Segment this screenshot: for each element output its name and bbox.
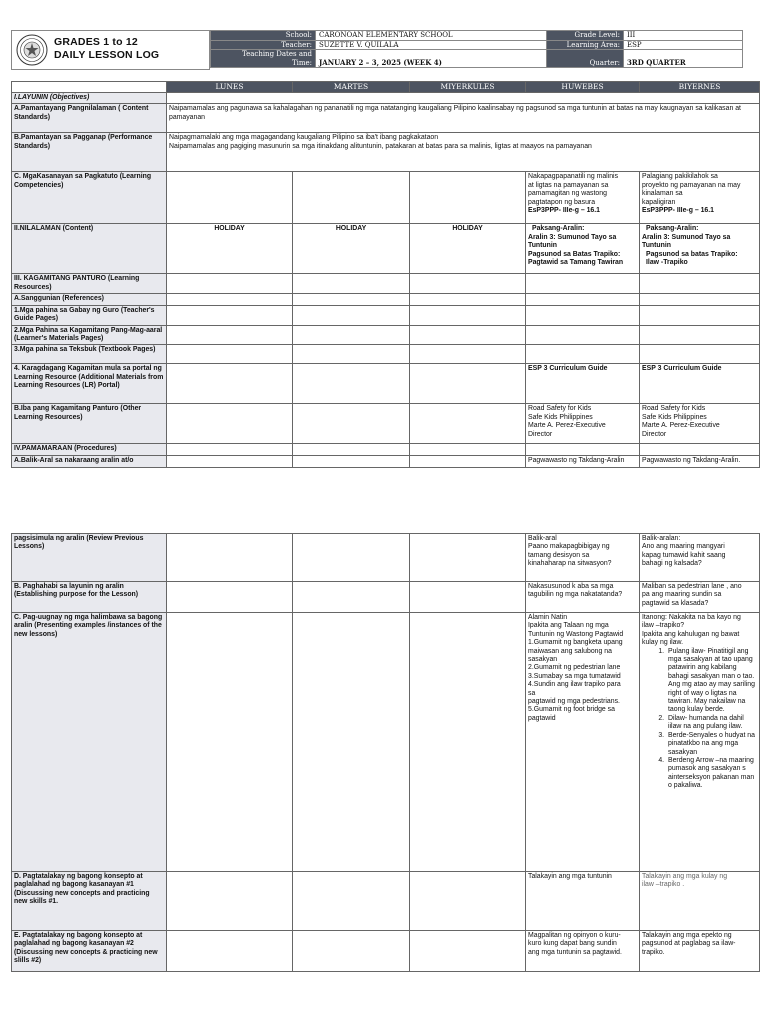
competency-huwebes: [526, 172, 640, 224]
document-header: [11, 30, 759, 70]
layunin-blank: [167, 93, 760, 104]
deped-seal-icon: [16, 34, 48, 66]
text-line: Ilaw -Trapiko: [646, 259, 688, 267]
text-line: Marte A. Perez-Executive: [528, 422, 606, 430]
examples-label: C. Pag-uugnay ng mga halimbawa sa bagong aralin (Presenting examples /instances of the new lessons): [12, 613, 167, 872]
text-line: Safe Kids Philippines: [642, 413, 707, 421]
blank-cell: [167, 582, 293, 613]
day-lunes: LUNES: [167, 82, 293, 93]
discuss2-huwebes: [526, 931, 640, 972]
blank-cell: [293, 364, 410, 404]
learner-label: 2.Mga Pahina sa Kagamitang Pang-Mag-aaral (Learner's Materials Pages): [12, 325, 167, 345]
row-performance-standards: [12, 133, 760, 172]
row-gabay: [12, 305, 760, 325]
text-line: kinalaman sa: [642, 190, 683, 198]
row-discuss2: [12, 931, 760, 972]
school-label: School:: [211, 31, 316, 41]
blank-cell: [293, 444, 410, 455]
row-layunin: [12, 93, 760, 104]
text-line: pamamagitan ng wastong: [528, 190, 607, 198]
row-competencies: [12, 172, 760, 224]
lr-label: 4. Karagdagang Kagamitan mula sa portal ng Learning Resource (Additional Materials from Learning Resources (LR) Portal): [12, 364, 167, 404]
lesson-table-part1: [11, 81, 760, 468]
text-line: pagtawid sa klasada?: [642, 599, 709, 607]
blank-cell: [640, 274, 760, 294]
row-pamamaraan: [12, 444, 760, 455]
competency-code: EsP3PPP- IIIe-g – 16.1: [528, 207, 601, 215]
grade-label: Grade Level:: [547, 31, 624, 41]
nilalaman-huwebes: [526, 224, 640, 274]
corner-cell: [12, 82, 167, 93]
day-martes: MARTES: [293, 82, 410, 93]
purpose-label: B. Paghahabi sa layunin ng aralin (Establishing purpose for the Lesson): [12, 582, 167, 613]
list-item: 1. Pulang ilaw- Pinatitigil ang mga sasakyan at tao upang patawirin ang kabilang bahagi sasakyan man o tao. Ang mg atao ay may sariling right of way o ligtas na tawiran. May nakailaw na taong kulay berde.: [666, 648, 757, 715]
text-line: kapaligiran: [642, 198, 676, 206]
blank-cell: [293, 325, 410, 345]
text-line: Road Safety for Kids: [528, 405, 592, 413]
text-line: 4.Sundin ang ilaw trapiko para: [528, 681, 621, 689]
area-label: Learning Area:: [547, 40, 624, 50]
text-line: 1.Gumamit ng bangketa upang: [528, 639, 623, 647]
perf-std-line1: Naipagmamalaki ang mga magagandang kaugaliang Pilipino sa iba't ibang pagkakataon: [169, 134, 439, 142]
blank-cell: [167, 872, 293, 931]
blank-cell: [410, 931, 526, 972]
text-line: sa: [528, 689, 536, 697]
row-content-standards: [12, 104, 760, 133]
blank-cell: [410, 364, 526, 404]
quarter-value: 3RD QUARTER: [624, 50, 743, 68]
blank-cell: [167, 325, 293, 345]
text-line: Ipakita ang kahulugan ng bawat: [642, 630, 740, 638]
text-line: trapiko.: [642, 948, 665, 956]
dates-value: JANUARY 2 – 3, 2025 (WEEK 4): [316, 50, 547, 68]
text-line: Tuntunin ng Wastong Pagtawid: [528, 630, 624, 638]
competency-lunes: [167, 172, 293, 224]
text-line: Safe Kids Philippines: [528, 413, 593, 421]
blank-cell: [410, 305, 526, 325]
text-line: Director: [528, 430, 553, 438]
text-line: Pagsunod sa batas Trapiko:: [646, 250, 738, 258]
text-line: proyekto ng pamayanan na may: [642, 181, 741, 189]
text-line: Paksang-Aralin:: [646, 225, 699, 233]
row-balik-aral: [12, 455, 760, 467]
blank-cell: [167, 613, 293, 872]
blank-cell: [410, 872, 526, 931]
title-box: [11, 30, 210, 70]
row-lr-portal: [12, 364, 760, 404]
school-value: CARONOAN ELEMENTARY SCHOOL: [316, 31, 547, 41]
text-line: Pagsunod sa Batas Trapiko:: [528, 250, 621, 258]
blank-cell: [167, 455, 293, 467]
title-dll: DAILY LESSON LOG: [54, 49, 160, 61]
text-line: Director: [642, 430, 667, 438]
day-biyernes: BIYERNES: [640, 82, 760, 93]
review-label: pagsisimula ng aralin (Review Previous Lessons): [12, 534, 167, 582]
text-line: Tuntunin: [642, 242, 671, 250]
text-line: Ipakita ang Talaan ng mga: [528, 622, 609, 630]
blank-cell: [640, 444, 760, 455]
text-line: tamang desisyon sa: [528, 551, 590, 559]
blank-cell: [293, 613, 410, 872]
blank-cell: [167, 274, 293, 294]
text-line: bahagi ng kalsada?: [642, 560, 702, 568]
title-grades: GRADES 1 to 12: [54, 36, 138, 48]
review-biyernes: [640, 534, 760, 582]
blank-cell: [293, 345, 410, 364]
text-line: 5.Gumamit ng foot bridge sa: [528, 706, 615, 714]
dates-label: [211, 50, 316, 68]
blank-cell: [293, 274, 410, 294]
blank-cell: [167, 931, 293, 972]
text-line: Ano ang maaring mangyari: [642, 543, 725, 551]
blank-cell: [640, 345, 760, 364]
holiday-martes: HOLIDAY: [293, 224, 410, 274]
blank-cell: [526, 444, 640, 455]
quarter-label: Quarter:: [547, 50, 624, 68]
row-examples: [12, 613, 760, 872]
day-huwebes: HUWEBES: [526, 82, 640, 93]
nilalaman-biyernes: [640, 224, 760, 274]
blank-cell: [410, 582, 526, 613]
blank-cell: [526, 325, 640, 345]
text-line: Maliban sa pedestrian lane , ano: [642, 583, 742, 590]
row-learner: [12, 325, 760, 345]
blank-cell: [640, 294, 760, 305]
text-line: kapag tumawid kahit saang: [642, 551, 726, 559]
holiday-lunes: HOLIDAY: [167, 224, 293, 274]
balik-biyernes: Pagwawasto ng Takdang-Aralin.: [640, 455, 760, 467]
text-line: Alamin Natin: [528, 614, 568, 621]
balik-huwebes: Pagwawasto ng Takdang-Aralin: [526, 455, 640, 467]
blank-cell: [526, 294, 640, 305]
info-table: [210, 30, 743, 68]
blank-cell: [410, 613, 526, 872]
content-std-label: A.Pamantayang Pangnilalaman ( Content Standards): [12, 104, 167, 133]
lr-huwebes: ESP 3 Curriculum Guide: [526, 364, 640, 404]
blank-cell: [640, 325, 760, 345]
discuss2-label: E. Pagtatalakay ng bagong konsepto at paglalahad ng bagong kasanayan #2 (Discussing new concepts & practicing new slills #2): [12, 931, 167, 972]
text-line: Itanong: Nakakita na ba kayo ng: [642, 614, 741, 621]
blank-cell: [410, 444, 526, 455]
competency-miyerkules: [410, 172, 526, 224]
discuss1-biyernes: [640, 872, 760, 931]
text-line: ang mga tuntunin sa pagtawid.: [528, 948, 622, 956]
discuss1-huwebes: Talakayin ang mga tuntunin: [526, 872, 640, 931]
text-line: 3.Sumabay sa mga tumatawid: [528, 672, 621, 680]
perf-std-line2: Naipamamalas ang pagiging masunurin sa mga itinakdang alituntunin, patakaran at batas para sa malinis, ligtas at maayos na pamayanan: [169, 142, 592, 150]
perf-std-value: [167, 133, 760, 172]
text-line: tagubilin ng mga nakatatanda?: [528, 591, 623, 599]
purpose-huwebes: [526, 582, 640, 613]
gabay-label: 1.Mga pahina sa Gabay ng Guro (Teacher's Guide Pages): [12, 305, 167, 325]
text-line: pagtatapon ng basura: [528, 198, 596, 206]
text-line: kuro kung dapat bang sundin: [528, 940, 617, 948]
content-std-value: Naipamamalas ang pagunawa sa kahalagahan ng pananatili ng mga natatanging kaugaliang Pilipino kaalinsabay ng pagsunod sa mga tuntunin at batas na may kaugnayan sa kalikasan at pamayanan: [167, 104, 760, 133]
text-line: Aralin 3: Sumunod Tayo sa: [528, 233, 617, 241]
blank-cell: [293, 931, 410, 972]
blank-cell: [410, 294, 526, 305]
grade-value: III: [624, 31, 743, 41]
iba-biyernes: [640, 404, 760, 444]
text-line: ilaw –trapiko?: [642, 622, 685, 630]
row-sanggunian: [12, 294, 760, 305]
sanggunian-label: A.Sanggunian (References): [12, 294, 167, 305]
row-nilalaman: [12, 224, 760, 274]
text-line: pagtawid ng mga pedestrians.: [528, 698, 620, 706]
blank-cell: [410, 404, 526, 444]
review-huwebes: [526, 534, 640, 582]
text-line: sasakyan: [528, 656, 558, 664]
pamamaraan-label: IV.PAMAMARAAN (Procedures): [12, 444, 167, 455]
blank-cell: [293, 294, 410, 305]
text-line: Aralin 3: Sumunod Tayo sa: [642, 233, 731, 241]
discuss1-label: D. Pagtatalakay ng bagong konsepto at paglalahad ng bagong kasanayan #1 (Discussing new concepts and practicing new skills #1.: [12, 872, 167, 931]
text-line: Talakayin ang mga kulay ng: [642, 873, 728, 880]
layunin-label: I.LAYUNIN (Objectives): [12, 93, 167, 104]
text-line: Palagiang pakikilahok sa: [642, 173, 718, 181]
blank-cell: [293, 305, 410, 325]
competency-code: EsP3PPP- IIIe-g – 16.1: [642, 207, 715, 215]
blank-cell: [167, 534, 293, 582]
blank-cell: [640, 305, 760, 325]
lesson-table-part2: [11, 533, 760, 972]
text-line: Tuntunin: [528, 242, 557, 250]
text-line: pa ang maaring sundin sa: [642, 591, 722, 599]
kagamitan-label: III. KAGAMITANG PANTURO (Learning Resources): [12, 274, 167, 294]
balik-label: A.Balik-Aral sa nakaraang aralin at/o: [12, 455, 167, 467]
text-line: Balik-aral: [528, 535, 557, 542]
nilalaman-label: II.NILALAMAN (Content): [12, 224, 167, 274]
competency-biyernes: [640, 172, 760, 224]
blank-cell: [526, 274, 640, 294]
blank-cell: [410, 534, 526, 582]
text-line: pagsunod at paglabag sa ilaw-: [642, 940, 736, 948]
day-miyerkules: MIYERKULES: [410, 82, 526, 93]
blank-cell: [167, 444, 293, 455]
iba-label: B.Iba pang Kagamitang Panturo (Other Learning Resources): [12, 404, 167, 444]
day-header-row: [12, 82, 760, 93]
text-line: pagtawid: [528, 714, 556, 722]
blank-cell: [167, 404, 293, 444]
row-purpose: [12, 582, 760, 613]
row-other-resources: [12, 404, 760, 444]
purpose-biyernes: [640, 582, 760, 613]
row-kagamitan: [12, 274, 760, 294]
text-line: kinahaharap na sitwasyon?: [528, 560, 612, 568]
list-item: 3. Berde-Senyales o hudyat na pinatatkbo na ang mga sasakyan: [666, 732, 757, 757]
text-line: Marte A. Perez-Executive: [642, 422, 720, 430]
blank-cell: [293, 582, 410, 613]
text-line: Nakapagpapanatili ng malinis: [528, 173, 619, 181]
row-teksbuk: [12, 345, 760, 364]
text-line: Pagtawid sa Tamang Tawiran: [528, 259, 624, 267]
text-line: Balik-aralan:: [642, 535, 681, 542]
row-discuss1: [12, 872, 760, 931]
examples-biyernes: [640, 613, 760, 872]
blank-cell: [167, 305, 293, 325]
blank-cell: [293, 404, 410, 444]
dates-label-line2: Time:: [291, 58, 312, 67]
blank-cell: [526, 345, 640, 364]
lr-biyernes: ESP 3 Curriculum Guide: [640, 364, 760, 404]
perf-std-label: B.Pamantayan sa Pagganap (Performance Standards): [12, 133, 167, 172]
list-item: 2. Dilaw- humanda na dahil iilaw na ang pulang ilaw.: [666, 715, 757, 732]
text-line: Talakayin ang mga epekto ng: [642, 932, 732, 939]
discuss2-biyernes: [640, 931, 760, 972]
text-line: Paano makapagbibigay ng: [528, 543, 610, 551]
list-item: 4. Berdeng Arrow –na maaring pumasok ang sasakyan s ainterseksyon pakanan man o pakaliwa.: [666, 757, 757, 791]
blank-cell: [167, 364, 293, 404]
text-line: kulay ng ilaw.: [642, 639, 683, 647]
dates-label-line1: Teaching Dates and: [241, 50, 312, 59]
blank-cell: [167, 294, 293, 305]
blank-cell: [167, 345, 293, 364]
row-review: [12, 534, 760, 582]
text-line: at ligtas na pamayanan sa: [528, 181, 609, 189]
blank-cell: [293, 455, 410, 467]
text-line: Road Safety for Kids: [642, 405, 706, 413]
blank-cell: [410, 455, 526, 467]
blank-cell: [410, 325, 526, 345]
text-line: ilaw –trapiko .: [642, 881, 685, 889]
iba-huwebes: [526, 404, 640, 444]
text-line: maiwasan ang salubong na: [528, 647, 612, 655]
area-value: ESP: [624, 40, 743, 50]
blank-cell: [410, 345, 526, 364]
text-line: 2.Gumamit ng pedestrian lane: [528, 664, 621, 672]
competency-martes: [293, 172, 410, 224]
teacher-label: Teacher:: [211, 40, 316, 50]
blank-cell: [526, 305, 640, 325]
text-line: Magpalitan ng opinyon o kuru-: [528, 932, 621, 939]
holiday-miyerkules: HOLIDAY: [410, 224, 526, 274]
blank-cell: [293, 872, 410, 931]
competency-label: C. MgaKasanayan sa Pagkatuto (Learning Competencies): [12, 172, 167, 224]
blank-cell: [410, 274, 526, 294]
teacher-value: SUZETTE V. QUILALA: [316, 40, 547, 50]
traffic-light-list: [642, 648, 757, 791]
text-line: Paksang-Aralin:: [532, 225, 585, 233]
teksbuk-label: 3.Mga pahina sa Teksbuk (Textbook Pages): [12, 345, 167, 364]
examples-huwebes: [526, 613, 640, 872]
blank-cell: [293, 534, 410, 582]
text-line: Nakasusunod k aba sa mga: [528, 583, 614, 590]
